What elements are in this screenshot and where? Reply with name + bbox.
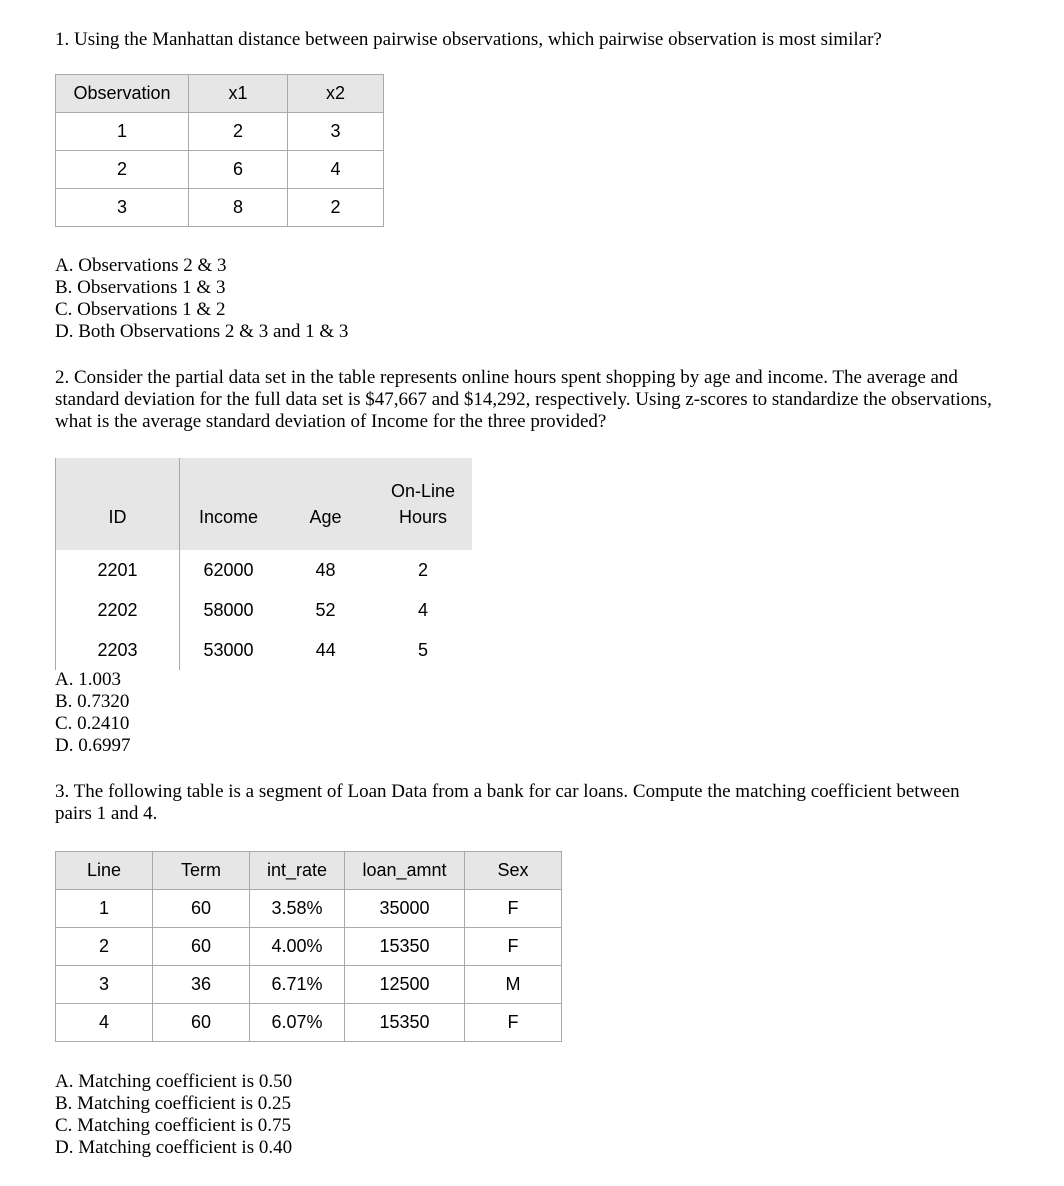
table-cell: 6.07%	[250, 1004, 345, 1042]
table-row	[56, 890, 562, 928]
option-a: A. Matching coefficient is 0.50	[55, 1071, 293, 1092]
option-d: D. Matching coefficient is 0.40	[55, 1137, 293, 1158]
table-cell: 60	[153, 1004, 250, 1042]
table-cell: 62000	[180, 550, 278, 590]
table-cell: 8	[189, 189, 288, 227]
col-header-income: Income	[180, 458, 278, 550]
table-cell: 1	[56, 890, 153, 928]
table-cell: 35000	[345, 890, 465, 928]
table-cell: 4.00%	[250, 928, 345, 966]
table-cell: F	[465, 928, 562, 966]
table-header-row	[56, 852, 562, 890]
option-c: C. 0.2410	[55, 713, 130, 734]
table-header-row	[56, 75, 384, 113]
table-row	[56, 630, 472, 670]
table-cell: 3	[288, 113, 384, 151]
question-2-options	[55, 669, 130, 757]
table-cell: 6	[189, 151, 288, 189]
table-cell: 4	[56, 1004, 153, 1042]
table-cell: 4	[288, 151, 384, 189]
observations-table	[55, 74, 384, 227]
table-cell: 48	[315, 559, 336, 580]
table-cell: 5	[417, 639, 428, 660]
option-d: D. Both Observations 2 & 3 and 1 & 3	[55, 321, 349, 342]
table-cell: 52	[315, 599, 336, 620]
table-cell: 4	[417, 599, 428, 620]
option-b: B. Observations 1 & 3	[55, 277, 226, 298]
table-cell: 60	[153, 928, 250, 966]
table-cell: M	[465, 966, 562, 1004]
option-b: B. 0.7320	[55, 691, 130, 712]
table-cell: 3	[56, 966, 153, 1004]
col-header-id: ID	[56, 458, 180, 550]
col-header-age: Age	[277, 458, 375, 550]
table-cell: 15350	[345, 928, 465, 966]
table-cell: 44	[315, 639, 336, 660]
option-d: D. 0.6997	[55, 735, 131, 756]
option-a: A. 1.003	[55, 669, 121, 690]
table-row	[56, 966, 562, 1004]
table-cell: 2	[56, 151, 189, 189]
table-cell: 2	[417, 559, 428, 580]
table-cell: 2202	[56, 590, 180, 630]
col-header-x2: x2	[288, 75, 384, 113]
col-header-x1: x1	[189, 75, 288, 113]
table-cell: 3.58%	[250, 890, 345, 928]
col-header-loan-amnt: loan_amnt	[345, 852, 465, 890]
table-header-row	[56, 458, 472, 550]
table-cell: 36	[153, 966, 250, 1004]
col-header-term: Term	[153, 852, 250, 890]
question-1-text: 1. Using the Manhattan distance between pairwise observations, which pairwise observation is most similar?	[55, 29, 882, 50]
income-table	[55, 458, 472, 670]
table-cell: 2	[56, 928, 153, 966]
option-a: A. Observations 2 & 3	[55, 255, 227, 276]
table-cell: 58000	[180, 590, 278, 630]
col-header-int-rate: int_rate	[250, 852, 345, 890]
question-3-options	[55, 1071, 292, 1159]
col-header-line: Line	[56, 852, 153, 890]
col-header-online: On-Line	[390, 481, 456, 501]
question-3-text: 3. The following table is a segment of Loan Data from a bank for car loans. Compute the matching coefficient between pairs 1 and 4.	[55, 781, 960, 824]
table-row	[56, 151, 384, 189]
table-cell: 2	[288, 189, 384, 227]
loan-data-table	[55, 851, 562, 1042]
table-row	[56, 1004, 562, 1042]
table-row	[56, 590, 472, 630]
table-cell: 12500	[345, 966, 465, 1004]
table-row	[56, 928, 562, 966]
option-c: C. Matching coefficient is 0.75	[55, 1115, 292, 1136]
col-header-sex: Sex	[465, 852, 562, 890]
table-cell: 3	[56, 189, 189, 227]
option-c: C. Observations 1 & 2	[55, 299, 226, 320]
table-cell: 1	[56, 113, 189, 151]
col-header-online-hours	[375, 458, 472, 550]
question-2-text: 2. Consider the partial data set in the table represents online hours spent shopping by age and income. The average and standard deviation for the full data set is $47,667 and $14,292, respectively. Using z-scores to standardize the observations, what is the average standard deviation of Income for the three provided?	[55, 367, 992, 432]
table-cell: 2201	[56, 550, 180, 590]
table-cell: F	[465, 1004, 562, 1042]
table-row	[56, 113, 384, 151]
question-1-options	[55, 255, 348, 343]
table-cell: 2203	[56, 630, 180, 670]
table-cell: 6.71%	[250, 966, 345, 1004]
table-cell: 2	[189, 113, 288, 151]
table-cell: 53000	[180, 630, 278, 670]
table-cell: 15350	[345, 1004, 465, 1042]
option-b: B. Matching coefficient is 0.25	[55, 1093, 292, 1114]
col-header-observation: Observation	[56, 75, 189, 113]
table-cell: F	[465, 890, 562, 928]
table-row	[56, 550, 472, 590]
table-cell: 60	[153, 890, 250, 928]
table-row	[56, 189, 384, 227]
col-header-hours: Hours	[398, 507, 447, 527]
